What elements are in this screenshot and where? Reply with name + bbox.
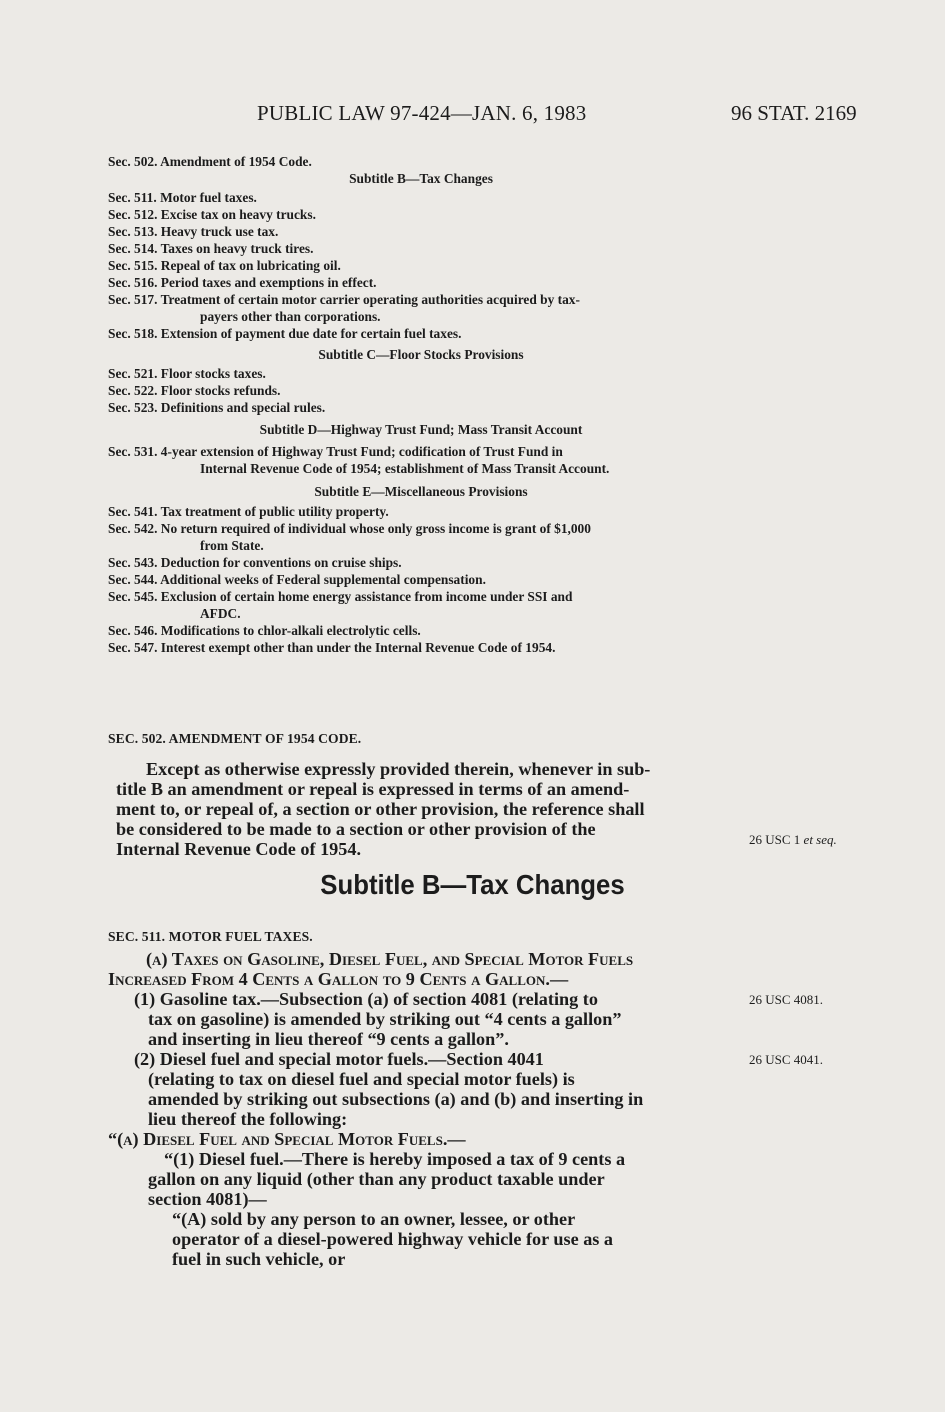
margin-citation: 26 USC 4041.	[749, 1052, 824, 1067]
section-heading-511: SEC. 511. MOTOR FUEL TAXES.	[108, 929, 313, 944]
body-line: “(1) Diesel fuel.—There is hereby imposed a tax of 9 cents a	[164, 1149, 626, 1169]
section-502-body	[116, 759, 728, 859]
toc-line: Sec. 522. Floor stocks refunds.	[108, 383, 281, 398]
body-line: (2) Diesel fuel and special motor fuels.—Section 4041	[134, 1049, 544, 1069]
quoted-subsection-heading: “(a) Diesel Fuel and Special Motor Fuels.—	[108, 1129, 466, 1149]
body-line: fuel in such vehicle, or	[172, 1249, 346, 1269]
toc-line: Sec. 502. Amendment of 1954 Code.	[108, 154, 312, 169]
body-line: “(A) sold by any person to an owner, lessee, or other	[172, 1209, 576, 1229]
toc-subtitle-d: Subtitle D—Highway Trust Fund; Mass Transit Account	[259, 422, 583, 437]
toc-line-continuation: AFDC.	[200, 606, 241, 621]
citation-italic: et seq.	[803, 832, 837, 847]
toc-line: Sec. 547. Interest exempt other than under the Internal Revenue Code of 1954.	[108, 640, 556, 655]
body-line: amended by striking out subsections (a) and (b) and inserting in	[148, 1089, 644, 1109]
body-line: (relating to tax on diesel fuel and special motor fuels) is	[148, 1069, 575, 1089]
citation-text: 26 USC 1	[749, 832, 801, 847]
toc-line: Sec. 515. Repeal of tax on lubricating oil.	[108, 258, 341, 273]
toc-line-continuation: payers other than corporations.	[200, 309, 381, 324]
toc-line-continuation: Internal Revenue Code of 1954; establishment of Mass Transit Account.	[200, 461, 610, 476]
toc-line-text: Sec. 517. Treatment of certain motor carrier operating authorities acquired by tax-	[108, 292, 580, 307]
toc-subtitle-b: Subtitle B—Tax Changes	[349, 171, 493, 186]
subtitle-heading: Subtitle B—Tax Changes	[320, 869, 625, 900]
toc-line-continuation: from State.	[200, 538, 264, 553]
toc-line: Sec. 513. Heavy truck use tax.	[108, 224, 279, 239]
body-line: section 4081)—	[148, 1189, 267, 1209]
toc-line-text: Sec. 542. No return required of individual whose only gross income is grant of $1,000	[108, 521, 591, 536]
toc-line: Sec. 512. Excise tax on heavy trucks.	[108, 207, 316, 222]
toc-subtitle-c: Subtitle C—Floor Stocks Provisions	[318, 347, 524, 362]
toc-line	[108, 291, 734, 325]
toc-line: Sec. 541. Tax treatment of public utility property.	[108, 504, 389, 519]
body-line: and inserting in lieu thereof “9 cents a gallon”.	[148, 1029, 509, 1049]
toc-line: Sec. 514. Taxes on heavy truck tires.	[108, 241, 314, 256]
section-511-body	[108, 949, 728, 1269]
section-heading-502: SEC. 502. AMENDMENT OF 1954 CODE.	[108, 731, 362, 746]
body-line: tax on gasoline) is amended by striking out “4 cents a gallon”	[148, 1009, 622, 1029]
running-header-title: PUBLIC LAW 97-424—JAN. 6, 1983	[257, 101, 587, 125]
toc-line-text: Sec. 545. Exclusion of certain home energy assistance from income under SSI and	[108, 589, 573, 604]
toc-line	[108, 588, 734, 622]
toc-line: Sec. 546. Modifications to chlor-alkali electrolytic cells.	[108, 623, 421, 638]
toc-line: Sec. 543. Deduction for conventions on cruise ships.	[108, 555, 402, 570]
toc-line: Sec. 511. Motor fuel taxes.	[108, 190, 257, 205]
margin-citation: 26 USC 4081.	[749, 992, 824, 1007]
toc-line	[108, 443, 734, 477]
toc-line: Sec. 523. Definitions and special rules.	[108, 400, 326, 415]
body-line: (1) Gasoline tax.—Subsection (a) of section 4081 (relating to	[134, 989, 598, 1009]
body-line: be considered to be made to a section or other provision of the	[116, 819, 596, 839]
body-line: Except as otherwise expressly provided therein, whenever in sub-	[146, 759, 651, 779]
toc-line: Sec. 521. Floor stocks taxes.	[108, 366, 266, 381]
table-of-contents	[108, 153, 734, 656]
body-line: gallon on any liquid (other than any product taxable under	[148, 1169, 605, 1189]
toc-line: Sec. 516. Period taxes and exemptions in effect.	[108, 275, 377, 290]
body-line: ment to, or repeal of, a section or other provision, the reference shall	[116, 799, 645, 819]
toc-line-text: Sec. 531. 4-year extension of Highway Trust Fund; codification of Trust Fund in	[108, 444, 563, 459]
body-line: operator of a diesel-powered highway vehicle for use as a	[172, 1229, 614, 1249]
toc-line	[108, 520, 734, 554]
toc-line: Sec. 518. Extension of payment due date for certain fuel taxes.	[108, 326, 462, 341]
toc-line: Sec. 544. Additional weeks of Federal supplemental compensation.	[108, 572, 486, 587]
subsection-a-heading-cont: Increased From 4 Cents a Gallon to 9 Cents a Gallon.—	[108, 969, 569, 989]
body-line: lieu thereof the following:	[148, 1109, 348, 1129]
body-line: Internal Revenue Code of 1954.	[116, 839, 362, 859]
subsection-a-heading: (a) Taxes on Gasoline, Diesel Fuel, and Special Motor Fuels	[146, 949, 634, 969]
body-line: title B an amendment or repeal is expressed in terms of an amend-	[116, 779, 630, 799]
margin-citation	[749, 832, 837, 848]
statute-page-number: 96 STAT. 2169	[731, 101, 857, 125]
toc-subtitle-e: Subtitle E—Miscellaneous Provisions	[314, 484, 528, 499]
